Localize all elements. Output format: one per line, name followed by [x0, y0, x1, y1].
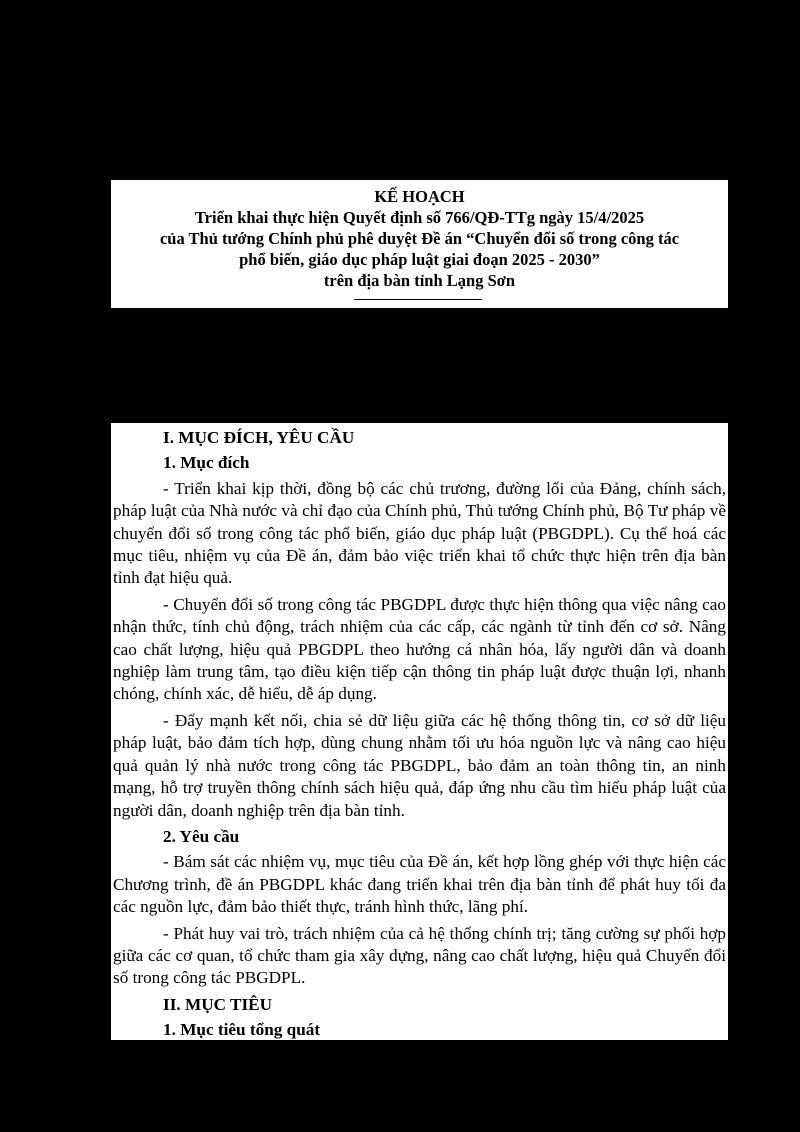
plan-subtitle-line-2: của Thủ tướng Chính phủ phê duyệt Đề án “Chuyển đổi số trong công tác — [159, 229, 680, 248]
subsection-heading-requirements: 2. Yêu cầu — [163, 826, 240, 846]
plan-subtitle-line-4: trên địa bàn tỉnh Lạng Sơn — [323, 271, 516, 290]
document-body — [111, 423, 728, 1040]
title-underline-divider — [354, 299, 482, 300]
plan-subtitle-line-1: Triển khai thực hiện Quyết định số 766/QĐ-TTg ngày 15/4/2025 — [194, 208, 645, 227]
subsection-heading-general-objective: 1. Mục tiêu tổng quát — [163, 1020, 321, 1040]
paragraph: - Chuyển đổi số trong công tác PBGDPL được thực hiện thông qua việc nâng cao nhận thức, tính chủ động, trách nhiệm của các cấp, các ngành từ tỉnh đến cơ sở. Nâng cao chất lượng, hiệu quả PBGDPL theo hướng cá nhân hóa, lấy người dân và doanh nghiệp làm trung tâm, tạo điều kiện tiếp cận thông tin pháp luật được thuận lợi, nhanh chóng, chính xác, dễ hiểu, dễ áp dụng. — [113, 594, 726, 704]
paragraph: - Phát huy vai trò, trách nhiệm của cả hệ thống chính trị; tăng cường sự phối hợp giữa các cơ quan, tổ chức tham gia xây dựng, nâng cao chất lượng, hiệu quả Chuyển đổi số trong công tác PBGDPL. — [113, 923, 726, 988]
section-heading-objectives: II. MỤC TIÊU — [163, 994, 273, 1014]
section-heading-purpose-requirements: I. MỤC ĐÍCH, YÊU CẦU — [163, 428, 355, 447]
paragraph: - Bám sát các nhiệm vụ, mục tiêu của Đề án, kết hợp lồng ghép với thực hiện các Chương trình, đề án PBGDPL khác đang triển khai trên địa bàn tỉnh để phát huy tối đa các nguồn lực, đảm bảo thiết thực, tránh hình thức, lãng phí. — [113, 852, 726, 917]
paragraph: - Triển khai kịp thời, đồng bộ các chủ trương, đường lối của Đảng, chính sách, pháp luật của Nhà nước và chỉ đạo của Chính phủ, Thủ tướng Chính phủ, Bộ Tư pháp về chuyển đổi số trong công tác phổ biến, giáo dục pháp luật (PBGDPL). Cụ thể hoá các mục tiêu, nhiệm vụ của Đề án, đảm bảo việc triển khai tổ chức thực hiện trên địa bàn tỉnh đạt hiệu quả. — [113, 478, 726, 588]
plan-title: KẾ HOẠCH — [374, 187, 465, 206]
plan-subtitle-line-3: phổ biến, giáo dục pháp luật giai đoạn 2025 - 2030” — [239, 250, 600, 269]
subsection-heading-purpose: 1. Mục đích — [163, 453, 250, 473]
plan-title-block — [111, 180, 728, 308]
paragraph: - Đẩy mạnh kết nối, chia sẻ dữ liệu giữa các hệ thống thông tin, cơ sở dữ liệu pháp luật, bảo đảm tích hợp, dùng chung nhằm tối ưu hóa nguồn lực và nâng cao hiệu quả quản lý nhà nước trong công tác PBGDPL, bảo đảm an toàn thông tin, an ninh mạng, hỗ trợ truyền thông chính sách hiệu quả, đáp ứng nhu cầu tìm hiểu pháp luật của người dân, doanh nghiệp trên địa bàn tỉnh. — [113, 710, 726, 820]
